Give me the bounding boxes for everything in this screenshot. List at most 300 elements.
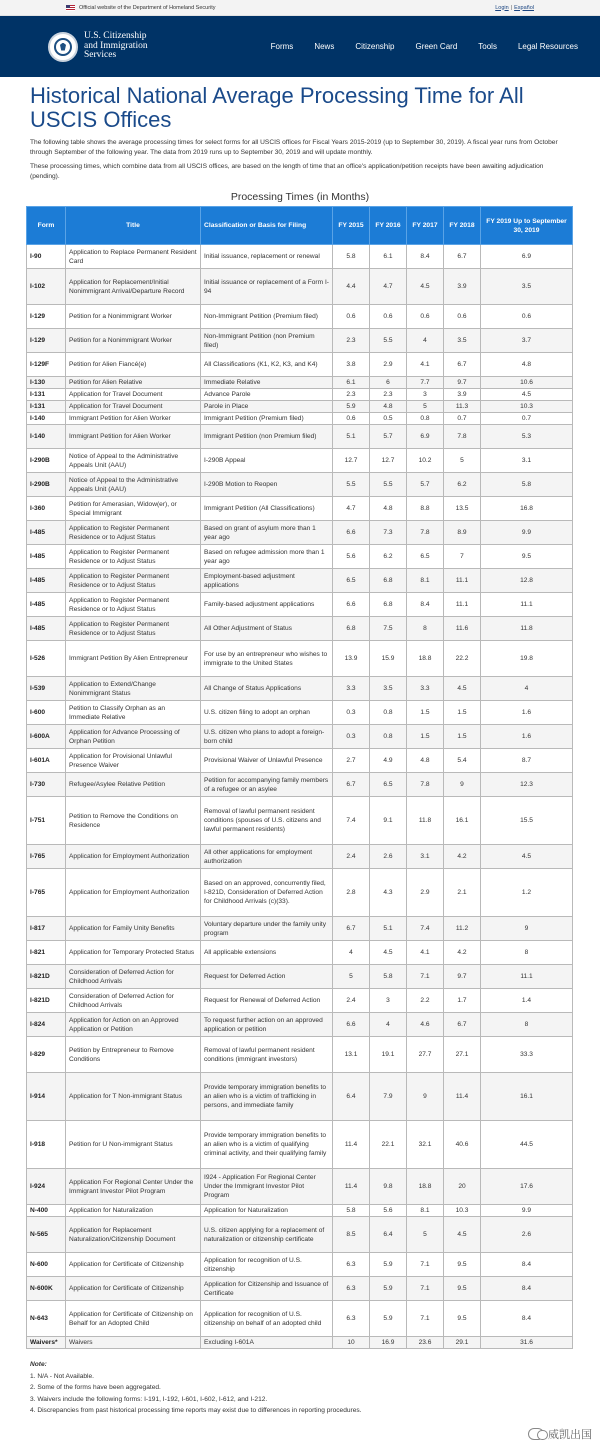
cell-fy2018: 6.7 bbox=[444, 1013, 481, 1037]
cell-fy2018: 13.5 bbox=[444, 497, 481, 521]
cell-fy2016: 0.5 bbox=[370, 413, 407, 425]
cell-fy2018: 9.5 bbox=[444, 1301, 481, 1337]
header-form: Form bbox=[27, 207, 66, 245]
table-body bbox=[27, 245, 573, 1349]
cell-fy2015: 2.3 bbox=[333, 329, 370, 353]
table-row bbox=[27, 473, 573, 497]
cell-fy2015: 0.6 bbox=[333, 413, 370, 425]
cell-form: I-90 bbox=[27, 245, 66, 269]
cell-title: Immigrant Petition for Alien Worker bbox=[66, 413, 201, 425]
cell-fy2015: 2.4 bbox=[333, 989, 370, 1013]
brand-line-2: and Immigration bbox=[84, 40, 148, 51]
cell-title: Application for Replacement/Initial Nonimmigrant Arrival/Departure Record bbox=[66, 269, 201, 305]
cell-title: Application to Register Permanent Residence or to Adjust Status bbox=[66, 521, 201, 545]
cell-fy2016: 2.9 bbox=[370, 353, 407, 377]
cell-fy2019: 12.8 bbox=[481, 569, 573, 593]
cell-fy2015: 2.4 bbox=[333, 845, 370, 869]
processing-times-table bbox=[26, 206, 573, 1349]
cell-fy2015: 5.9 bbox=[333, 401, 370, 413]
cell-classification: All Change of Status Applications bbox=[201, 677, 333, 701]
cell-fy2018: 11.4 bbox=[444, 1073, 481, 1121]
cell-fy2017: 7.1 bbox=[407, 1301, 444, 1337]
cell-fy2019: 44.5 bbox=[481, 1121, 573, 1169]
cell-fy2015: 6.3 bbox=[333, 1301, 370, 1337]
nav-legal-resources[interactable]: Legal Resources bbox=[517, 42, 578, 51]
cell-form: N-565 bbox=[27, 1217, 66, 1253]
cell-form: I-131 bbox=[27, 401, 66, 413]
cell-classification: Removal of lawful permanent resident conditions (spouses of U.S. citizens and lawful permanent residents) bbox=[201, 797, 333, 845]
table-row bbox=[27, 1301, 573, 1337]
cell-title: Application to Register Permanent Residence or to Adjust Status bbox=[66, 569, 201, 593]
espanol-link[interactable]: Español bbox=[514, 4, 534, 11]
cell-fy2016: 0.6 bbox=[370, 305, 407, 329]
cell-classification: Application for recognition of U.S. citizenship on behalf of an adopted child bbox=[201, 1301, 333, 1337]
cell-form: I-485 bbox=[27, 521, 66, 545]
cell-fy2018: 16.1 bbox=[444, 797, 481, 845]
cell-title: Application to Register Permanent Residence or to Adjust Status bbox=[66, 593, 201, 617]
cell-fy2017: 3.3 bbox=[407, 677, 444, 701]
cell-fy2017: 10.2 bbox=[407, 449, 444, 473]
cell-fy2016: 4.5 bbox=[370, 941, 407, 965]
cell-fy2017: 1.5 bbox=[407, 725, 444, 749]
table-row bbox=[27, 569, 573, 593]
table-row bbox=[27, 989, 573, 1013]
cell-classification: Immigrant Petition (non Premium filed) bbox=[201, 425, 333, 449]
cell-fy2017: 4.5 bbox=[407, 269, 444, 305]
table-row bbox=[27, 725, 573, 749]
cell-classification: Initial issuance or replacement of a Form I-94 bbox=[201, 269, 333, 305]
cell-classification: Advance Parole bbox=[201, 389, 333, 401]
cell-fy2017: 2.9 bbox=[407, 869, 444, 917]
cell-fy2016: 6.8 bbox=[370, 593, 407, 617]
cell-fy2018: 11.2 bbox=[444, 917, 481, 941]
cell-fy2017: 27.7 bbox=[407, 1037, 444, 1073]
cell-fy2019: 4.5 bbox=[481, 389, 573, 401]
cell-fy2019: 11.1 bbox=[481, 593, 573, 617]
cell-fy2019: 9.9 bbox=[481, 1205, 573, 1217]
cell-fy2017: 7.1 bbox=[407, 965, 444, 989]
cell-fy2016: 5.9 bbox=[370, 1301, 407, 1337]
login-link[interactable]: Login bbox=[495, 4, 509, 11]
cell-form: N-600 bbox=[27, 1253, 66, 1277]
banner-separator: | bbox=[510, 4, 513, 11]
cell-fy2018: 11.3 bbox=[444, 401, 481, 413]
cell-form: N-600K bbox=[27, 1277, 66, 1301]
cell-fy2015: 3.8 bbox=[333, 353, 370, 377]
cell-fy2017: 0.6 bbox=[407, 305, 444, 329]
cell-fy2019: 19.8 bbox=[481, 641, 573, 677]
cell-fy2018: 11.1 bbox=[444, 569, 481, 593]
cell-fy2017: 18.8 bbox=[407, 1169, 444, 1205]
cell-fy2019: 33.3 bbox=[481, 1037, 573, 1073]
cell-fy2016: 2.6 bbox=[370, 845, 407, 869]
nav-news[interactable]: News bbox=[314, 42, 335, 51]
table-row bbox=[27, 749, 573, 773]
us-flag-icon bbox=[66, 5, 75, 11]
cell-classification: Provide temporary immigration benefits to an alien who is a victim of qualifying criminal activity, and their qualifying family bbox=[201, 1121, 333, 1169]
cell-fy2015: 2.8 bbox=[333, 869, 370, 917]
cell-classification: For use by an entrepreneur who wishes to immigrate to the United States bbox=[201, 641, 333, 677]
cell-classification: Application for recognition of U.S. citizenship bbox=[201, 1253, 333, 1277]
cell-form: I-129F bbox=[27, 353, 66, 377]
cell-fy2019: 10.3 bbox=[481, 401, 573, 413]
cell-title: Petition for U Non-immigrant Status bbox=[66, 1121, 201, 1169]
cell-fy2015: 3.3 bbox=[333, 677, 370, 701]
cell-fy2015: 0.3 bbox=[333, 701, 370, 725]
cell-fy2018: 8.9 bbox=[444, 521, 481, 545]
cell-fy2019: 4.5 bbox=[481, 845, 573, 869]
gov-banner-text: Official website of the Department of Homeland Security bbox=[79, 4, 216, 11]
cell-title: Petition for Amerasian, Widow(er), or Special Immigrant bbox=[66, 497, 201, 521]
cell-fy2016: 9.1 bbox=[370, 797, 407, 845]
cell-fy2017: 8.1 bbox=[407, 1205, 444, 1217]
cell-fy2018: 11.1 bbox=[444, 593, 481, 617]
cell-form: I-140 bbox=[27, 413, 66, 425]
cell-title: Application For Regional Center Under the Immigrant Investor Pilot Program bbox=[66, 1169, 201, 1205]
cell-fy2018: 9.5 bbox=[444, 1277, 481, 1301]
cell-fy2019: 15.5 bbox=[481, 797, 573, 845]
cell-fy2019: 1.6 bbox=[481, 725, 573, 749]
cell-fy2018: 9.7 bbox=[444, 965, 481, 989]
table-row bbox=[27, 1277, 573, 1301]
cell-form: I-824 bbox=[27, 1013, 66, 1037]
cell-fy2017: 7.8 bbox=[407, 521, 444, 545]
cell-fy2015: 0.3 bbox=[333, 725, 370, 749]
note-item: 1. N/A - Not Available. bbox=[30, 1372, 95, 1380]
table-row bbox=[27, 1205, 573, 1217]
cell-fy2017: 4.1 bbox=[407, 941, 444, 965]
table-row bbox=[27, 1169, 573, 1205]
cell-form: N-400 bbox=[27, 1205, 66, 1217]
cell-title: Application for Replacement Naturalization/Citizenship Document bbox=[66, 1217, 201, 1253]
table-row bbox=[27, 1337, 573, 1349]
cell-fy2019: 9.5 bbox=[481, 545, 573, 569]
table-row bbox=[27, 1013, 573, 1037]
cell-fy2017: 7.7 bbox=[407, 377, 444, 389]
cell-fy2015: 6.8 bbox=[333, 617, 370, 641]
cell-form: I-130 bbox=[27, 377, 66, 389]
cell-fy2017: 5 bbox=[407, 401, 444, 413]
table-row bbox=[27, 245, 573, 269]
cell-fy2015: 4 bbox=[333, 941, 370, 965]
cell-classification: Based on grant of asylum more than 1 year ago bbox=[201, 521, 333, 545]
cell-title: Petition to Classify Orphan as an Immediate Relative bbox=[66, 701, 201, 725]
cell-form: N-643 bbox=[27, 1301, 66, 1337]
cell-fy2015: 0.6 bbox=[333, 305, 370, 329]
cell-fy2019: 12.3 bbox=[481, 773, 573, 797]
cell-fy2019: 17.6 bbox=[481, 1169, 573, 1205]
cell-title: Application to Extend/Change Nonimmigrant Status bbox=[66, 677, 201, 701]
cell-title: Application to Replace Permanent Resident Card bbox=[66, 245, 201, 269]
cell-form: I-601A bbox=[27, 749, 66, 773]
cell-title: Application for Travel Document bbox=[66, 401, 201, 413]
cell-title: Application for Employment Authorization bbox=[66, 845, 201, 869]
cell-fy2019: 31.6 bbox=[481, 1337, 573, 1349]
nav-forms[interactable]: Forms bbox=[270, 42, 294, 51]
cell-form: I-924 bbox=[27, 1169, 66, 1205]
cell-fy2016: 7.3 bbox=[370, 521, 407, 545]
watermark bbox=[528, 1426, 592, 1442]
cell-fy2018: 3.9 bbox=[444, 389, 481, 401]
cell-fy2015: 6.6 bbox=[333, 521, 370, 545]
cell-fy2019: 1.6 bbox=[481, 701, 573, 725]
table-row bbox=[27, 389, 573, 401]
cell-title: Immigrant Petition By Alien Entrepreneur bbox=[66, 641, 201, 677]
cell-fy2018: 40.6 bbox=[444, 1121, 481, 1169]
cell-fy2019: 4.8 bbox=[481, 353, 573, 377]
table-row bbox=[27, 521, 573, 545]
brand-line-3: Services bbox=[84, 50, 117, 61]
table-row bbox=[27, 1121, 573, 1169]
cell-title: Application for T Non-immigrant Status bbox=[66, 1073, 201, 1121]
cell-fy2016: 3 bbox=[370, 989, 407, 1013]
cell-title: Petition for a Nonimmigrant Worker bbox=[66, 329, 201, 353]
cell-fy2017: 0.8 bbox=[407, 413, 444, 425]
cell-fy2018: 11.6 bbox=[444, 617, 481, 641]
cell-fy2016: 4.7 bbox=[370, 269, 407, 305]
cell-fy2015: 5.5 bbox=[333, 473, 370, 497]
cell-fy2019: 10.6 bbox=[481, 377, 573, 389]
cell-classification: Voluntary departure under the family unity program bbox=[201, 917, 333, 941]
dhs-seal-icon[interactable] bbox=[48, 32, 78, 62]
cell-form: I-485 bbox=[27, 593, 66, 617]
cell-fy2017: 1.5 bbox=[407, 701, 444, 725]
cell-classification: Non-Immigrant Petition (non Premium filed) bbox=[201, 329, 333, 353]
nav-green-card[interactable]: Green Card bbox=[415, 42, 458, 51]
cell-fy2015: 6.7 bbox=[333, 773, 370, 797]
cell-fy2019: 8.4 bbox=[481, 1277, 573, 1301]
cell-classification: I924 - Application For Regional Center Under the Immigrant Investor Pilot Program bbox=[201, 1169, 333, 1205]
cell-fy2018: 9 bbox=[444, 773, 481, 797]
cell-classification: Initial issuance, replacement or renewal bbox=[201, 245, 333, 269]
cell-title: Application for Advance Processing of Orphan Petition bbox=[66, 725, 201, 749]
cell-title: Notice of Appeal to the Administrative Appeals Unit (AAU) bbox=[66, 473, 201, 497]
table-header-row bbox=[27, 207, 573, 245]
cell-title: Application for Family Unity Benefits bbox=[66, 917, 201, 941]
site-header bbox=[0, 16, 600, 77]
cell-fy2015: 11.4 bbox=[333, 1169, 370, 1205]
cell-title: Petition for Alien Relative bbox=[66, 377, 201, 389]
cell-fy2016: 5.5 bbox=[370, 473, 407, 497]
cell-fy2018: 6.2 bbox=[444, 473, 481, 497]
gov-banner bbox=[0, 0, 600, 16]
cell-fy2016: 5.1 bbox=[370, 917, 407, 941]
cell-classification: Petition for accompanying family members of a refugee or an asylee bbox=[201, 773, 333, 797]
table-row bbox=[27, 845, 573, 869]
brand-line-1: U.S. Citizenship bbox=[84, 31, 147, 42]
cell-fy2015: 6.7 bbox=[333, 917, 370, 941]
cell-fy2016: 6.4 bbox=[370, 1217, 407, 1253]
cell-fy2016: 0.8 bbox=[370, 725, 407, 749]
table-row bbox=[27, 353, 573, 377]
cell-classification: Request for Renewal of Deferred Action bbox=[201, 989, 333, 1013]
cell-fy2015: 6.3 bbox=[333, 1277, 370, 1301]
cell-form: I-290B bbox=[27, 449, 66, 473]
cell-fy2015: 5.8 bbox=[333, 1205, 370, 1217]
cell-form: I-360 bbox=[27, 497, 66, 521]
cell-fy2015: 7.4 bbox=[333, 797, 370, 845]
notes-section bbox=[30, 1359, 570, 1417]
cell-fy2015: 5.6 bbox=[333, 545, 370, 569]
page-title: Historical National Average Processing Time for All USCIS Offices bbox=[30, 83, 524, 132]
cell-form: I-129 bbox=[27, 305, 66, 329]
cell-fy2019: 8.4 bbox=[481, 1301, 573, 1337]
cell-fy2016: 22.1 bbox=[370, 1121, 407, 1169]
cell-fy2016: 5.9 bbox=[370, 1253, 407, 1277]
cell-fy2017: 6.9 bbox=[407, 425, 444, 449]
cell-fy2019: 8 bbox=[481, 1013, 573, 1037]
nav-citizenship[interactable]: Citizenship bbox=[355, 42, 395, 51]
cell-fy2017: 7.8 bbox=[407, 773, 444, 797]
table-row bbox=[27, 641, 573, 677]
cell-fy2018: 4.5 bbox=[444, 677, 481, 701]
cell-fy2019: 1.2 bbox=[481, 869, 573, 917]
cell-fy2016: 6.2 bbox=[370, 545, 407, 569]
cell-fy2016: 5.5 bbox=[370, 329, 407, 353]
cell-fy2019: 3.1 bbox=[481, 449, 573, 473]
cell-fy2018: 2.1 bbox=[444, 869, 481, 917]
table-row bbox=[27, 1253, 573, 1277]
cell-title: Application for Travel Document bbox=[66, 389, 201, 401]
cell-form: I-539 bbox=[27, 677, 66, 701]
cell-form: I-829 bbox=[27, 1037, 66, 1073]
cell-fy2015: 4.7 bbox=[333, 497, 370, 521]
table-row bbox=[27, 677, 573, 701]
cell-fy2017: 3.1 bbox=[407, 845, 444, 869]
cell-fy2017: 5.7 bbox=[407, 473, 444, 497]
cell-form: I-290B bbox=[27, 473, 66, 497]
cell-fy2019: 0.6 bbox=[481, 305, 573, 329]
cell-title: Notice of Appeal to the Administrative Appeals Unit (AAU) bbox=[66, 449, 201, 473]
cell-title: Application for Provisional Unlawful Presence Waiver bbox=[66, 749, 201, 773]
cell-title: Petition by Entrepreneur to Remove Conditions bbox=[66, 1037, 201, 1073]
table-row bbox=[27, 869, 573, 917]
cell-fy2016: 4.8 bbox=[370, 497, 407, 521]
cell-fy2017: 4 bbox=[407, 329, 444, 353]
nav-tools[interactable]: Tools bbox=[478, 42, 497, 51]
cell-classification: All Other Adjustment of Status bbox=[201, 617, 333, 641]
cell-fy2017: 8.4 bbox=[407, 593, 444, 617]
cell-fy2018: 5 bbox=[444, 449, 481, 473]
cell-fy2018: 20 bbox=[444, 1169, 481, 1205]
cell-fy2015: 5.1 bbox=[333, 425, 370, 449]
cell-fy2017: 5 bbox=[407, 1217, 444, 1253]
cell-form: Waivers* bbox=[27, 1337, 66, 1349]
cell-fy2017: 8 bbox=[407, 617, 444, 641]
cell-title: Application for Employment Authorization bbox=[66, 869, 201, 917]
cell-form: I-140 bbox=[27, 425, 66, 449]
cell-fy2019: 1.4 bbox=[481, 989, 573, 1013]
table-row bbox=[27, 269, 573, 305]
cell-fy2016: 6.8 bbox=[370, 569, 407, 593]
cell-classification: Application for Naturalization bbox=[201, 1205, 333, 1217]
table-row bbox=[27, 401, 573, 413]
cell-fy2016: 6.5 bbox=[370, 773, 407, 797]
cell-fy2017: 9 bbox=[407, 1073, 444, 1121]
cell-fy2019: 16.1 bbox=[481, 1073, 573, 1121]
watermark-text: 威凯出国 bbox=[548, 1429, 592, 1441]
cell-classification: All other applications for employment authorization bbox=[201, 845, 333, 869]
cell-title: Application for Naturalization bbox=[66, 1205, 201, 1217]
cell-form: I-817 bbox=[27, 917, 66, 941]
cell-fy2018: 0.6 bbox=[444, 305, 481, 329]
cell-title: Application to Register Permanent Residence or to Adjust Status bbox=[66, 617, 201, 641]
cell-fy2017: 6.5 bbox=[407, 545, 444, 569]
cell-fy2016: 16.9 bbox=[370, 1337, 407, 1349]
cell-form: I-821 bbox=[27, 941, 66, 965]
cell-classification: Provide temporary immigration benefits to an alien who is a victim of trafficking in persons, and immediate family bbox=[201, 1073, 333, 1121]
note-item: 2. Some of the forms have been aggregated. bbox=[30, 1384, 161, 1392]
cell-fy2016: 7.5 bbox=[370, 617, 407, 641]
cell-classification: U.S. citizen applying for a replacement of naturalization or citizenship certificate bbox=[201, 1217, 333, 1253]
cell-form: I-485 bbox=[27, 617, 66, 641]
cell-classification: All Classifications (K1, K2, K3, and K4) bbox=[201, 353, 333, 377]
cell-fy2018: 27.1 bbox=[444, 1037, 481, 1073]
cell-fy2016: 5.8 bbox=[370, 965, 407, 989]
cell-form: I-821D bbox=[27, 989, 66, 1013]
cell-classification: Based on an approved, concurrently filed, I-821D, Consideration of Deferred Action for Childhood Arrivals (c)(33). bbox=[201, 869, 333, 917]
cell-fy2015: 6.6 bbox=[333, 593, 370, 617]
cell-fy2016: 4.9 bbox=[370, 749, 407, 773]
cell-classification: Parole in Place bbox=[201, 401, 333, 413]
cell-classification: Immigrant Petition (Premium filed) bbox=[201, 413, 333, 425]
cell-fy2019: 2.6 bbox=[481, 1217, 573, 1253]
cell-title: Application for Action on an Approved Application or Petition bbox=[66, 1013, 201, 1037]
note-item: 4. Discrepancies from past historical processing time reports may exist due to differences in reporting procedures. bbox=[30, 1407, 362, 1415]
cell-fy2018: 6.7 bbox=[444, 245, 481, 269]
cell-fy2016: 5.6 bbox=[370, 1205, 407, 1217]
table-row bbox=[27, 305, 573, 329]
cell-form: I-102 bbox=[27, 269, 66, 305]
cell-fy2016: 19.1 bbox=[370, 1037, 407, 1073]
cell-form: I-751 bbox=[27, 797, 66, 845]
cell-form: I-765 bbox=[27, 869, 66, 917]
cell-fy2016: 5.7 bbox=[370, 425, 407, 449]
cell-fy2015: 11.4 bbox=[333, 1121, 370, 1169]
header-fy2017: FY 2017 bbox=[407, 207, 444, 245]
table-row bbox=[27, 917, 573, 941]
table-row bbox=[27, 773, 573, 797]
cell-form: I-485 bbox=[27, 545, 66, 569]
cell-fy2019: 8 bbox=[481, 941, 573, 965]
table-row bbox=[27, 329, 573, 353]
cell-fy2016: 2.3 bbox=[370, 389, 407, 401]
note-item: 3. Waivers include the following forms: I-191, I-192, I-601, I-602, I-612, and I-212. bbox=[30, 1395, 268, 1403]
cell-fy2018: 0.7 bbox=[444, 413, 481, 425]
cell-title: Immigrant Petition for Alien Worker bbox=[66, 425, 201, 449]
cell-fy2019: 8.7 bbox=[481, 749, 573, 773]
cell-classification: I-290B Motion to Reopen bbox=[201, 473, 333, 497]
cell-fy2018: 22.2 bbox=[444, 641, 481, 677]
cell-fy2016: 4.8 bbox=[370, 401, 407, 413]
cell-fy2019: 5.3 bbox=[481, 425, 573, 449]
cell-classification: All applicable extensions bbox=[201, 941, 333, 965]
cell-fy2018: 3.9 bbox=[444, 269, 481, 305]
table-row bbox=[27, 497, 573, 521]
cell-fy2019: 3.7 bbox=[481, 329, 573, 353]
cell-fy2018: 29.1 bbox=[444, 1337, 481, 1349]
table-row bbox=[27, 617, 573, 641]
table-row bbox=[27, 425, 573, 449]
cell-fy2016: 6 bbox=[370, 377, 407, 389]
uscis-logo-text[interactable] bbox=[84, 32, 170, 61]
cell-fy2018: 1.5 bbox=[444, 701, 481, 725]
cell-fy2015: 2.7 bbox=[333, 749, 370, 773]
cell-classification: I-290B Appeal bbox=[201, 449, 333, 473]
cell-fy2018: 7 bbox=[444, 545, 481, 569]
cell-fy2018: 6.7 bbox=[444, 353, 481, 377]
table-row bbox=[27, 1073, 573, 1121]
